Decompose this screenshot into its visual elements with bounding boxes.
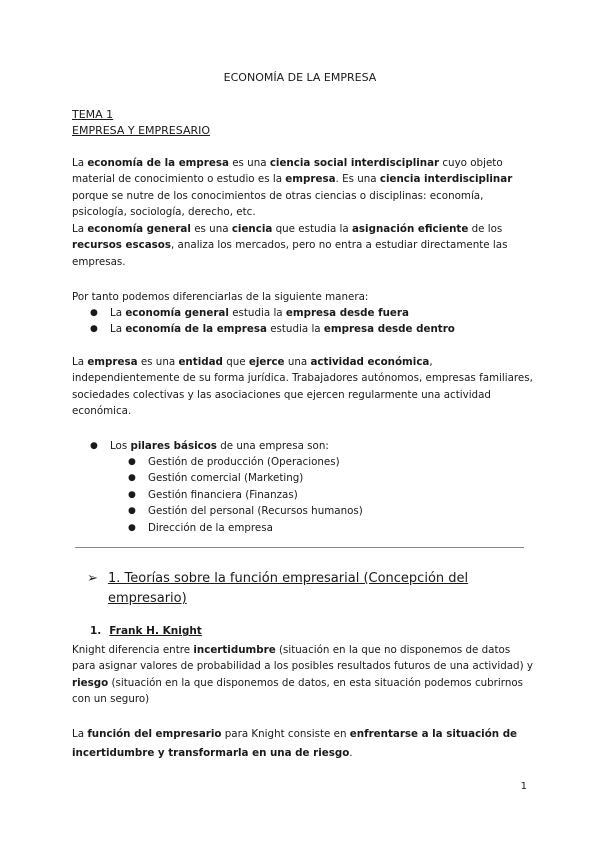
difference-list xyxy=(90,305,530,338)
list-item: ● Los pilares básicos de una empresa son: xyxy=(90,438,530,454)
paragraph-diferenciar: Por tanto podemos diferenciarlas de la siguiente manera: xyxy=(72,291,369,303)
list-item: ● Dirección de la empresa xyxy=(128,520,528,536)
horizontal-divider xyxy=(75,547,524,548)
topic-heading xyxy=(72,107,210,139)
section-title: 1. Teorías sobre la función empresarial (Concepción del empresario) xyxy=(108,571,469,606)
list-item: ● La economía de la empresa estudia la empresa desde dentro xyxy=(90,321,530,337)
pilares-list xyxy=(90,438,530,454)
list-item: ● Gestión financiera (Finanzas) xyxy=(128,487,528,503)
topic-title: EMPRESA Y EMPRESARIO xyxy=(72,124,211,137)
page-number: 1 xyxy=(520,781,527,792)
document-title: ECONOMÍA DE LA EMPRESA xyxy=(223,71,377,84)
subsection-title: Frank H. Knight xyxy=(109,625,202,637)
subsection-heading xyxy=(90,625,202,637)
paragraph-economia-empresa: La economía de la empresa es una ciencia social interdisciplinar cuyo objeto material de conocimiento o estudio es la empresa. Es una ciencia interdisciplinar porque se nutre de los conocimientos de otras ciencias o disciplinas: economía, psicología, sociología, derecho, etc. xyxy=(72,157,513,219)
paragraph-empresa: La empresa es una entidad que ejerce una actividad económica, independientemente de su forma jurídica. Trabajadores autónomos, empresas familiares, sociedades colectivas y las asociaciones que ejercen regularmente una actividad económica. xyxy=(72,356,533,418)
topic-number: TEMA 1 xyxy=(72,108,114,121)
list-item: ● La economía general estudia la empresa desde fuera xyxy=(90,305,530,321)
list-item: ● Gestión del personal (Recursos humanos) xyxy=(128,503,528,519)
arrow-bullet-icon: ➢ xyxy=(87,571,98,586)
paragraph-economia-general: La economía general es una ciencia que estudia la asignación eficiente de los recursos escasos, analiza los mercados, pero no entra a estudiar directamente las empresas. xyxy=(72,223,508,268)
list-item: ● Gestión de producción (Operaciones) xyxy=(128,454,528,470)
subsection-number: 1. xyxy=(90,625,102,637)
section-heading xyxy=(87,569,537,609)
pilares-sublist xyxy=(128,454,528,536)
paragraph-knight: Knight diferencia entre incertidumbre (situación en la que no disponemos de datos para asignar valores de probabilidad a los posibles resultados futuros de una actividad) y riesgo (situación en la que disponemos de datos, en esta situación podemos cubrirnos con un seguro) xyxy=(72,644,533,706)
list-item: ● Gestión comercial (Marketing) xyxy=(128,470,528,486)
paragraph-funcion-empresario: La función del empresario para Knight consiste en enfrentarse a la situación de incertidumbre y transformarla en una de riesgo. xyxy=(72,728,518,759)
